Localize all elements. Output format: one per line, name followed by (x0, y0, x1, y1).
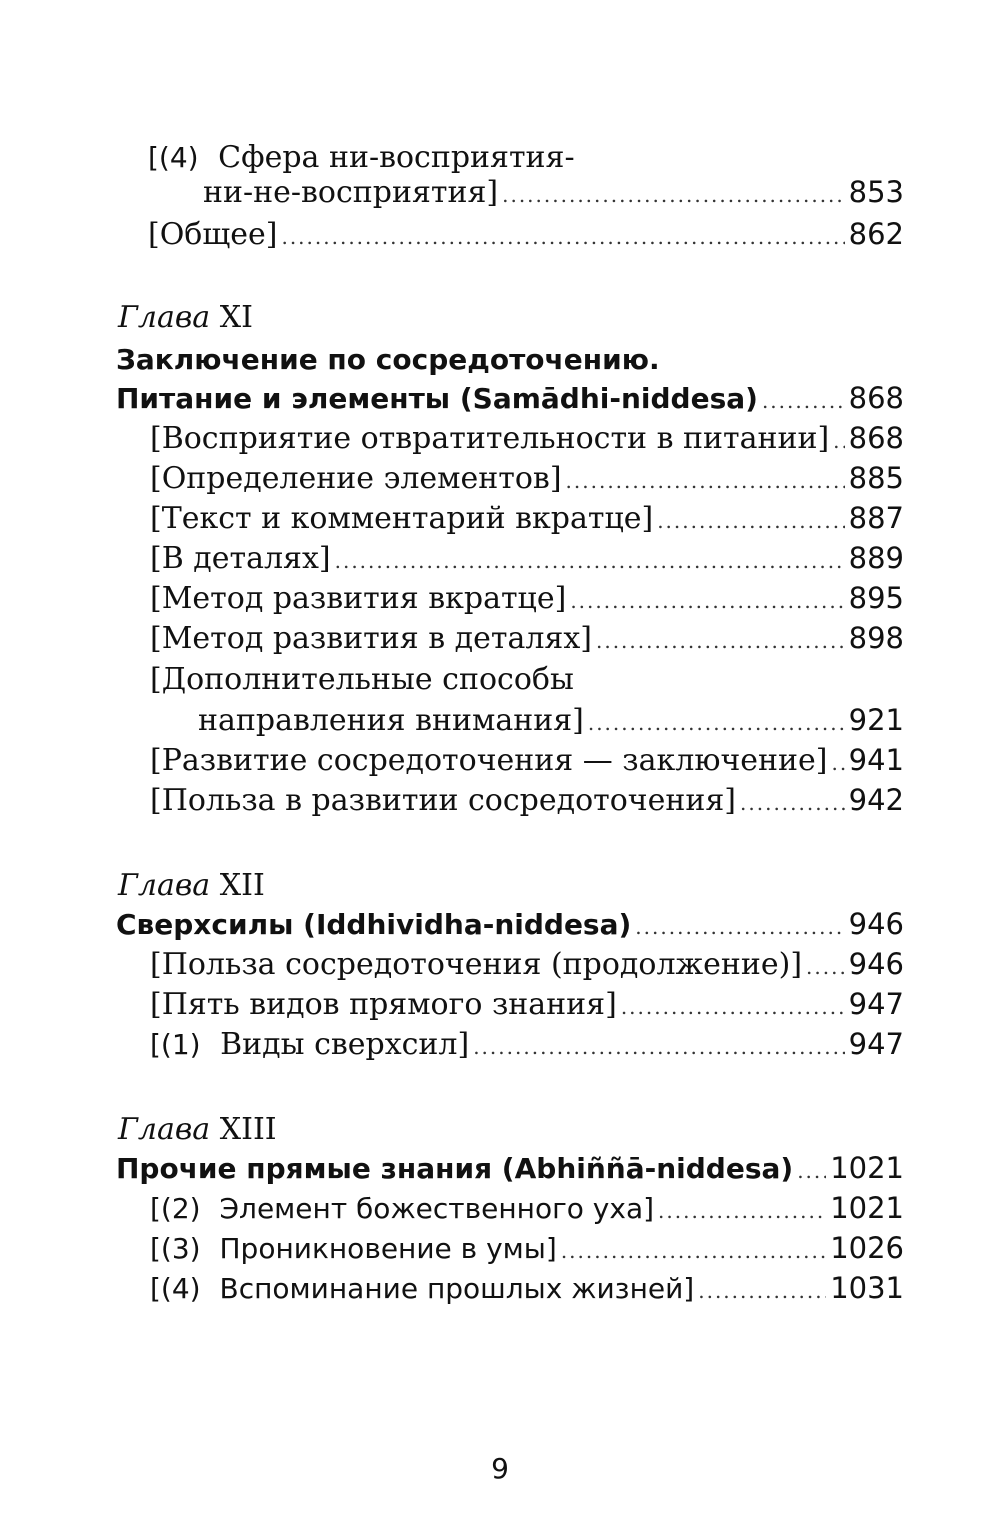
leader-dots (657, 501, 844, 541)
leader-dots (566, 461, 845, 501)
page-number: 9 (491, 1452, 509, 1485)
leader-dots (473, 1027, 844, 1067)
leader-dots (740, 783, 845, 823)
chapter-heading-13[interactable]: Прочие прямые знания (Abhiññā-niddesa) ..... 1021 (116, 1148, 904, 1191)
toc-entry[interactable]: [(2) Элемент божественного уха] ..... 1021 (150, 1188, 904, 1231)
leader-dots (281, 217, 844, 257)
leader-dots (762, 381, 845, 421)
toc-entry-line1: [Дополнительные способы (150, 662, 574, 697)
toc-entry[interactable]: [В деталях] ..... 889 (150, 538, 904, 581)
leader-dots (335, 541, 845, 581)
toc-entry[interactable]: [Текст и комментарий вкратце] ..... 887 (150, 498, 904, 541)
chapter-label-12: Глава XII (118, 868, 265, 903)
leader-dots (570, 581, 844, 621)
toc-entry-sphere[interactable]: ни-не-восприятия] ..... 853 (203, 172, 904, 215)
toc-entry[interactable]: [Восприятие отвратительности в питании] ..... 868 (150, 418, 904, 461)
leader-dots (797, 1151, 826, 1191)
leader-dots (635, 907, 844, 947)
leader-dots (621, 987, 845, 1027)
toc-entry[interactable]: [Польза в развитии сосредоточения] ..... 942 (150, 780, 904, 823)
leader-dots (658, 1191, 826, 1231)
toc-entry-general[interactable]: [Общее] ..... 862 (148, 214, 904, 257)
toc-entry[interactable]: [Польза сосредоточения (продолжение)] ..... 946 (150, 944, 904, 987)
leader-dots (561, 1231, 826, 1271)
leader-dots (806, 947, 845, 987)
chapter-label-13: Глава XIII (118, 1112, 277, 1147)
leader-dots (588, 703, 845, 743)
toc-entry[interactable]: [Метод развития в деталях] ..... 898 (150, 618, 904, 661)
leader-dots (832, 743, 845, 783)
toc-entry-sphere-line1: [(4) Сфера ни-восприятия- (148, 140, 575, 175)
chapter-heading-12[interactable]: Сверхсилы (Iddhividha-niddesa) ..... 946 (116, 904, 904, 947)
chapter-label-11: Глава XI (118, 300, 253, 335)
toc-entry[interactable]: [(4) Вспоминание прошлых жизней] ..... 1031 (150, 1268, 904, 1311)
chapter-heading-11[interactable]: Питание и элементы (Samādhi-niddesa) ..... 868 (116, 378, 904, 421)
toc-entry[interactable]: [Метод развития вкратце] ..... 895 (150, 578, 904, 621)
toc-entry[interactable]: [(3) Проникновение в умы] ..... 1026 (150, 1228, 904, 1271)
leader-dots (596, 621, 845, 661)
toc-entry[interactable]: [Развитие сосредоточения — заключение] ..... 941 (150, 740, 904, 783)
toc-entry[interactable]: [Пять видов прямого знания] ..... 947 (150, 984, 904, 1027)
chapter-heading-11-line1: Заключение по сосредоточению. (116, 343, 660, 376)
leader-dots (698, 1271, 826, 1311)
leader-dots (833, 421, 844, 461)
toc-entry[interactable]: [Определение элементов] ..... 885 (150, 458, 904, 501)
toc-entry[interactable]: направления внимания] ..... 921 (198, 700, 904, 743)
toc-entry[interactable]: [(1) Виды сверхсил] ..... 947 (150, 1024, 904, 1067)
leader-dots (502, 175, 845, 215)
